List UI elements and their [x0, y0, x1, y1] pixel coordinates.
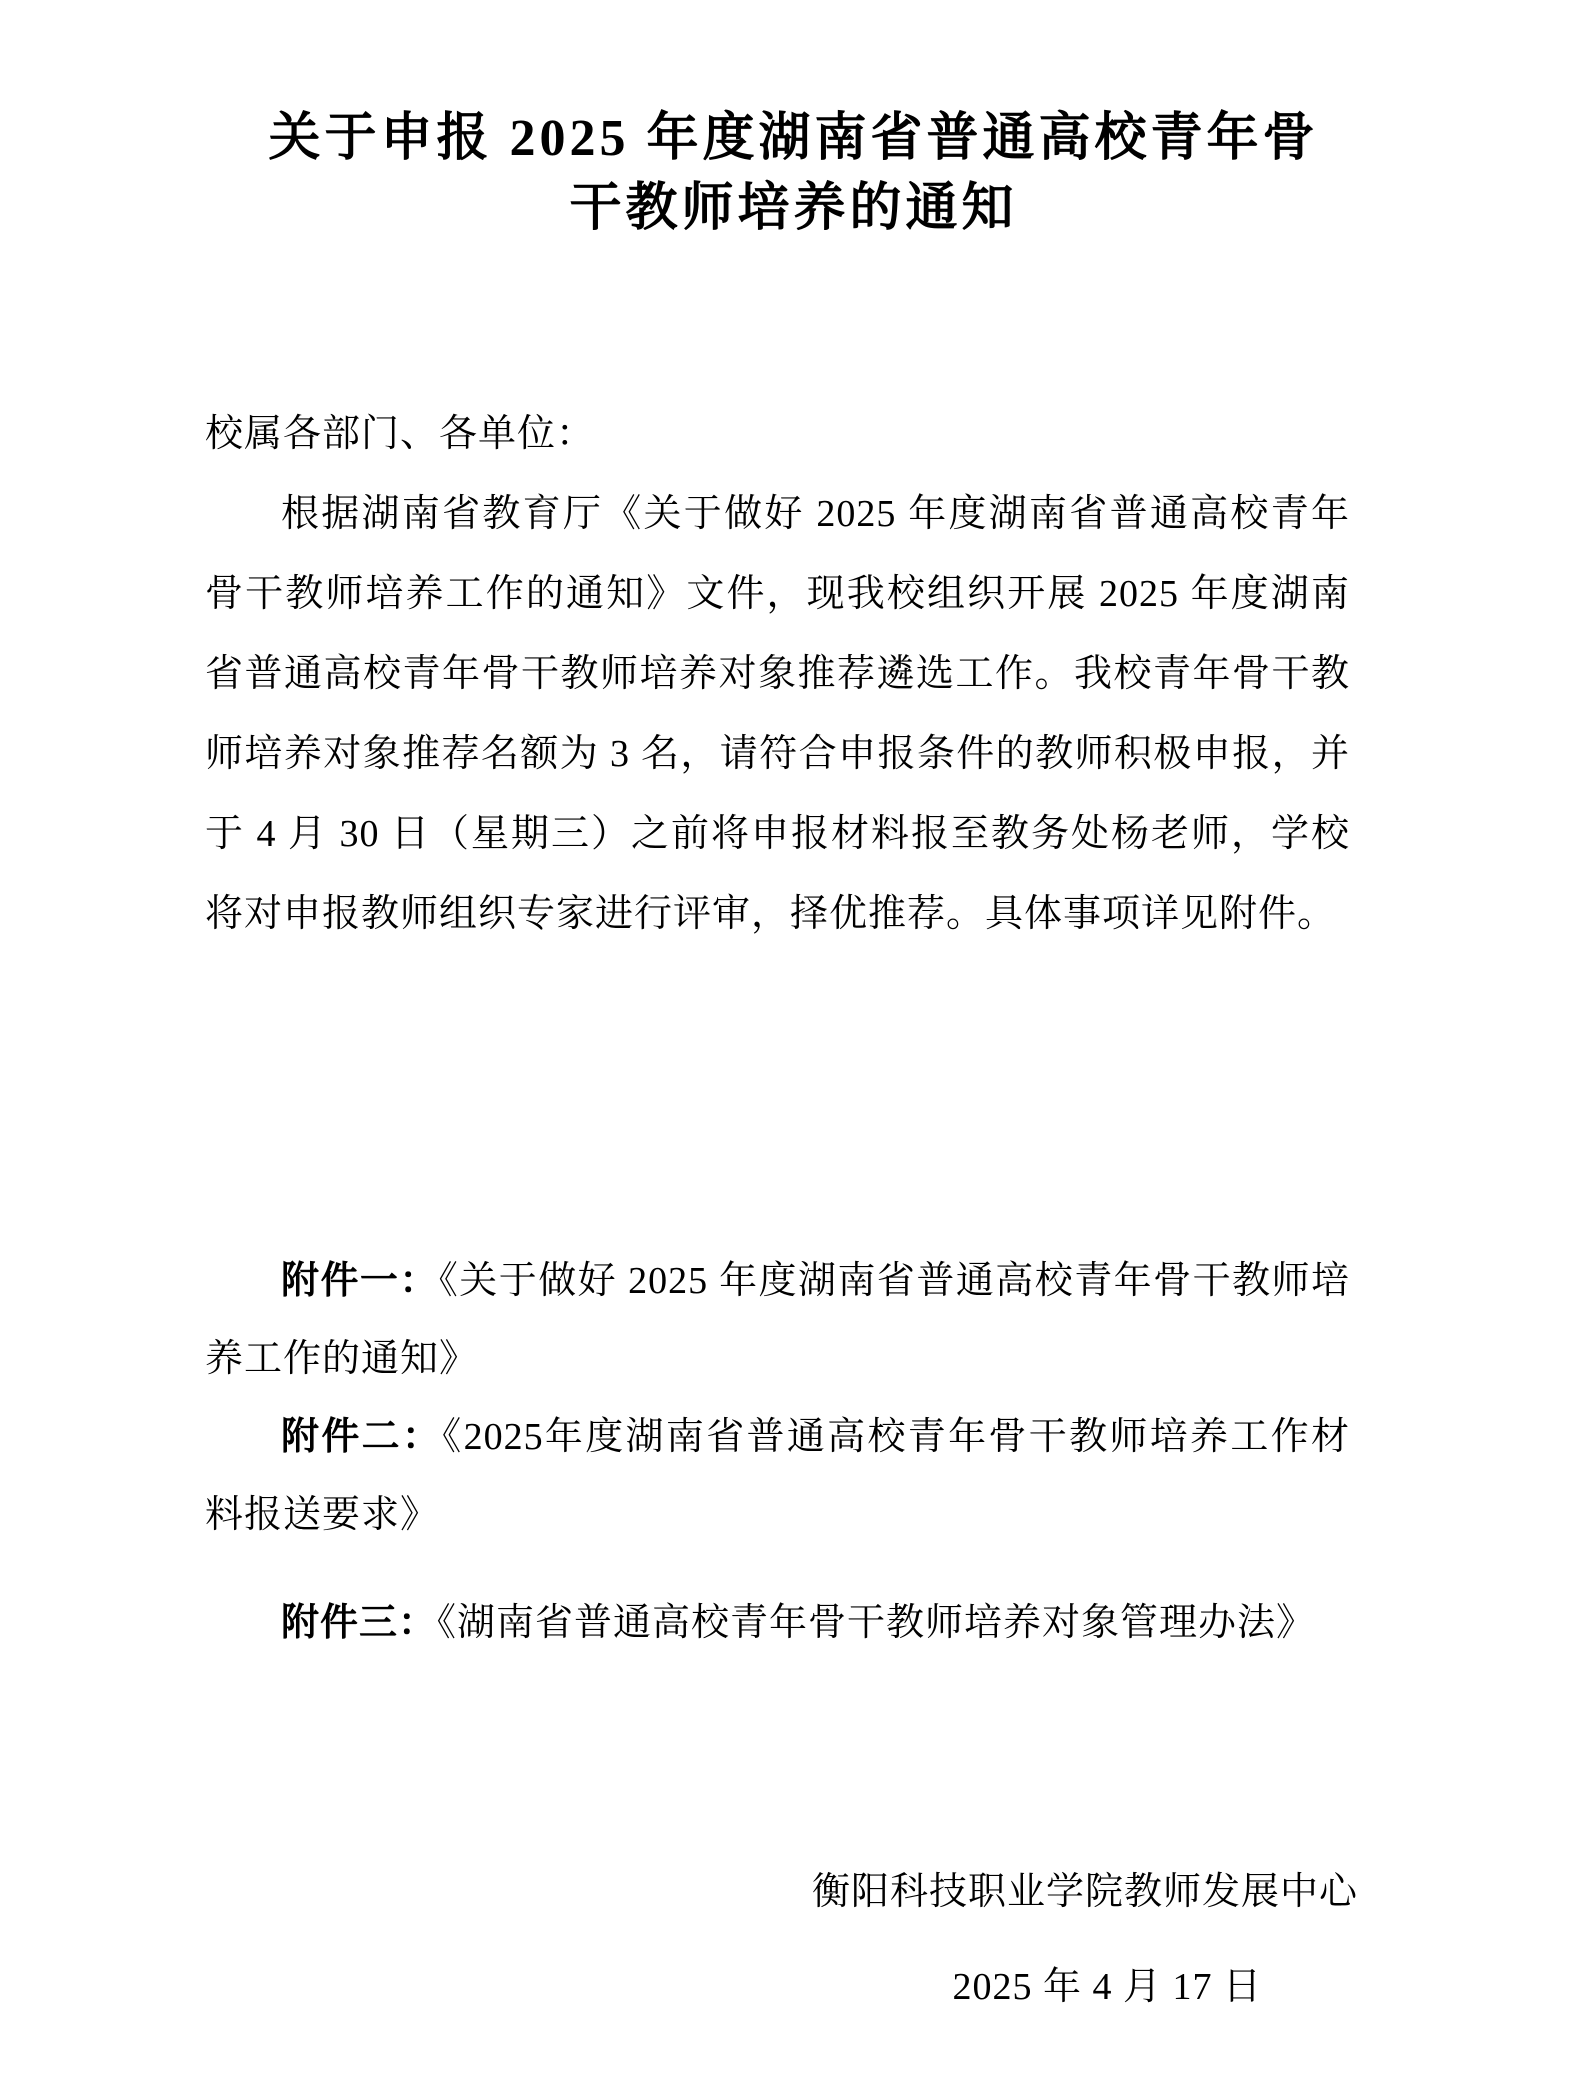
body-paragraph: 根据湖南省教育厅《关于做好 2025 年度湖南省普通高校青年骨干教师培养工作的通知》文件，现我校组织开展 2025 年度湖南省普通高校青年骨干教师培养对象推荐遴选工作。我校青年骨干教师培养对象推荐名额为 3 名，请符合申报条件的教师积极申报，并于 4 月 30 日（星期三）之前将申报材料报至教务处杨老师，学校将对申报教师组织专家进行评审，择优推荐。具体事项详见附件。	[205, 493, 1350, 935]
date-line: 2025 年 4 月 17 日	[952, 1966, 1262, 2008]
document-title-line-2: 干教师培养的通知	[569, 180, 1018, 237]
document-title-line-1: 关于申报 2025 年度湖南省普通高校青年骨	[268, 110, 1319, 167]
attachment-item-2	[205, 1398, 1350, 1554]
document-title	[0, 104, 1587, 244]
attachment-item-3	[205, 1584, 1350, 1662]
attachment-1-label: 附件一：	[281, 1260, 439, 1302]
attachment-3-label: 附件三：	[281, 1602, 438, 1644]
salutation: 校属各部门、各单位：	[205, 413, 596, 455]
attachments-section	[0, 1242, 1587, 1662]
signature-line: 衡阳科技职业学院教师发展中心	[811, 1871, 1358, 1913]
attachment-item-1	[205, 1242, 1350, 1398]
attachment-2-text: 《2025年度湖南省普通高校青年骨干教师培养工作材料报送要求》	[205, 1416, 1350, 1536]
attachment-3-text: 《湖南省普通高校青年骨干教师培养对象管理办法》	[437, 1602, 1316, 1644]
attachment-1-text: 《关于做好 2025 年度湖南省普通高校青年骨干教师培养工作的通知》	[205, 1260, 1350, 1380]
attachment-2-label: 附件二：	[281, 1416, 443, 1458]
